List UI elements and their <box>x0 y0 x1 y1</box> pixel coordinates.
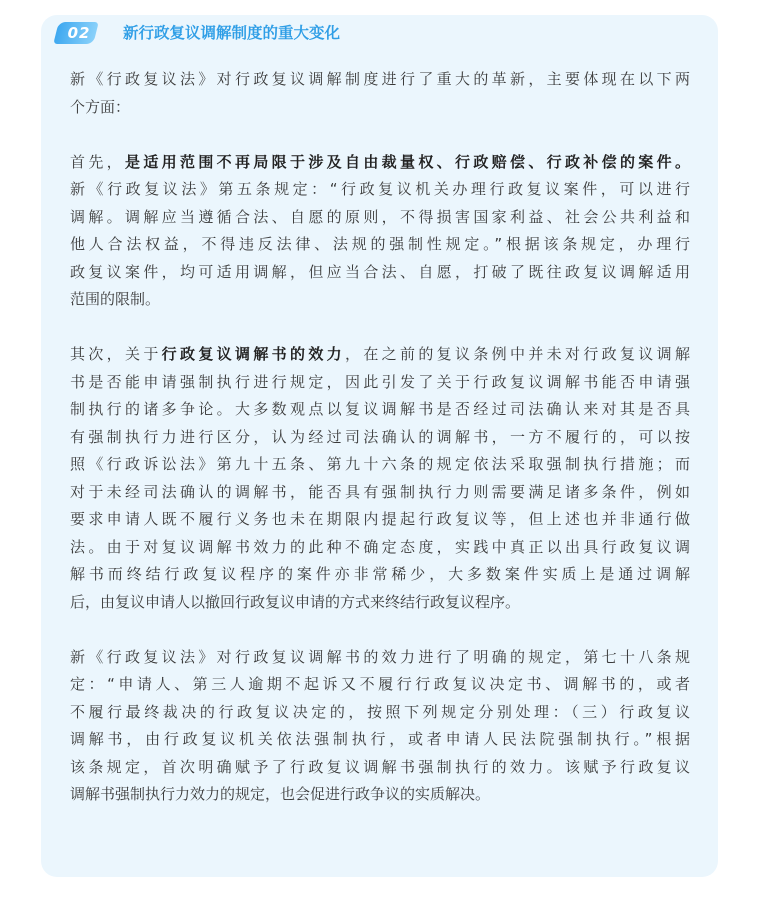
paragraph <box>70 149 690 314</box>
text-line: 法。由于对复议调解书效力的此种不确定态度，实践中真正以出具行政复议调 <box>70 537 690 556</box>
emphasis-text: 行政复议调解书的效力 <box>161 345 345 363</box>
text-segment: ，在之前的复议条例中并未对行政复议调解 <box>345 345 690 363</box>
text-line: 解书而终结行政复议程序的案件亦非常稀少，大多数案件实质上是通过调解 <box>70 565 690 583</box>
paragraph <box>70 644 690 809</box>
text-line: 调解书强制执行力效力的规定，也会促进行政争议的实质解决。 <box>70 785 491 803</box>
text-line: 后，由复议申请人以撤回行政复议申请的方式来终结行政复议程序。 <box>70 592 521 611</box>
text-segment: 首先， <box>70 152 125 171</box>
section-title: 新行政复议调解制度的重大变化 <box>123 24 341 42</box>
text-line: 他人合法权益，不得违反法律、法规的强制性规定。”根据该条规定，办理行 <box>70 235 690 253</box>
section-number: 02 <box>67 24 91 42</box>
paragraph-gap <box>70 314 690 342</box>
text-line: 对于未经司法确认的调解书，能否具有强制执行力则需要满足诸多条件，例如 <box>70 482 690 501</box>
text-line: 有强制执行力进行区分，认为经过司法确认的调解书，一方不履行的，可以按 <box>70 427 690 446</box>
text-line: 不履行最终裁决的行政复议决定的，按照下列规定分别处理：（三）行政复议 <box>70 702 690 721</box>
text-line: 调解。调解应当遵循合法、自愿的原则，不得损害国家利益、社会公共利益和 <box>70 207 690 226</box>
text-line: 制执行的诸多争论。大多数观点以复议调解书是否经过司法确认来对其是否具 <box>70 400 690 418</box>
text-line: 定：“申请人、第三人逾期不起诉又不履行行政复议决定书、调解书的，或者 <box>70 675 690 693</box>
paragraph <box>70 341 690 616</box>
article-body <box>70 66 690 809</box>
paragraph <box>70 66 690 121</box>
text-line: 要求申请人既不履行义务也未在期限内提起行政复议等，但上述也并非通行做 <box>70 510 690 528</box>
text-line: 新《行政复议法》第五条规定：“行政复议机关办理行政复议案件，可以进行 <box>70 180 690 198</box>
paragraph-gap <box>70 616 690 644</box>
text-line: 该条规定，首次明确赋予了行政复议调解书强制执行的效力。该赋予行政复议 <box>70 757 690 776</box>
text-line: 个方面： <box>70 97 131 116</box>
paragraph-gap <box>70 121 690 149</box>
text-line: 照《行政诉讼法》第九十五条、第九十六条的规定依法采取强制执行措施；而 <box>70 455 690 473</box>
text-line: 政复议案件，均可适用调解，但应当合法、自愿，打破了既往政复议调解适用 <box>70 262 690 281</box>
text-line: 新《行政复议法》对行政复议调解制度进行了重大的革新，主要体现在以下两 <box>70 70 690 88</box>
text-line: 调解书，由行政复议机关依法强制执行，或者申请人民法院强制执行。”根据 <box>70 730 690 748</box>
text-line <box>70 149 690 177</box>
text-segment: 其次，关于 <box>70 345 162 363</box>
text-line: 书是否能申请强制执行进行规定，因此引发了关于行政复议调解书能否申请强 <box>70 372 690 391</box>
text-line: 范围的限制。 <box>70 290 161 308</box>
text-line <box>70 341 690 369</box>
emphasis-text: 是适用范围不再局限于涉及自由裁量权、行政赔偿、行政补偿的案件。 <box>125 152 690 171</box>
text-line: 新《行政复议法》对行政复议调解书的效力进行了明确的规定，第七十八条规 <box>70 647 690 666</box>
